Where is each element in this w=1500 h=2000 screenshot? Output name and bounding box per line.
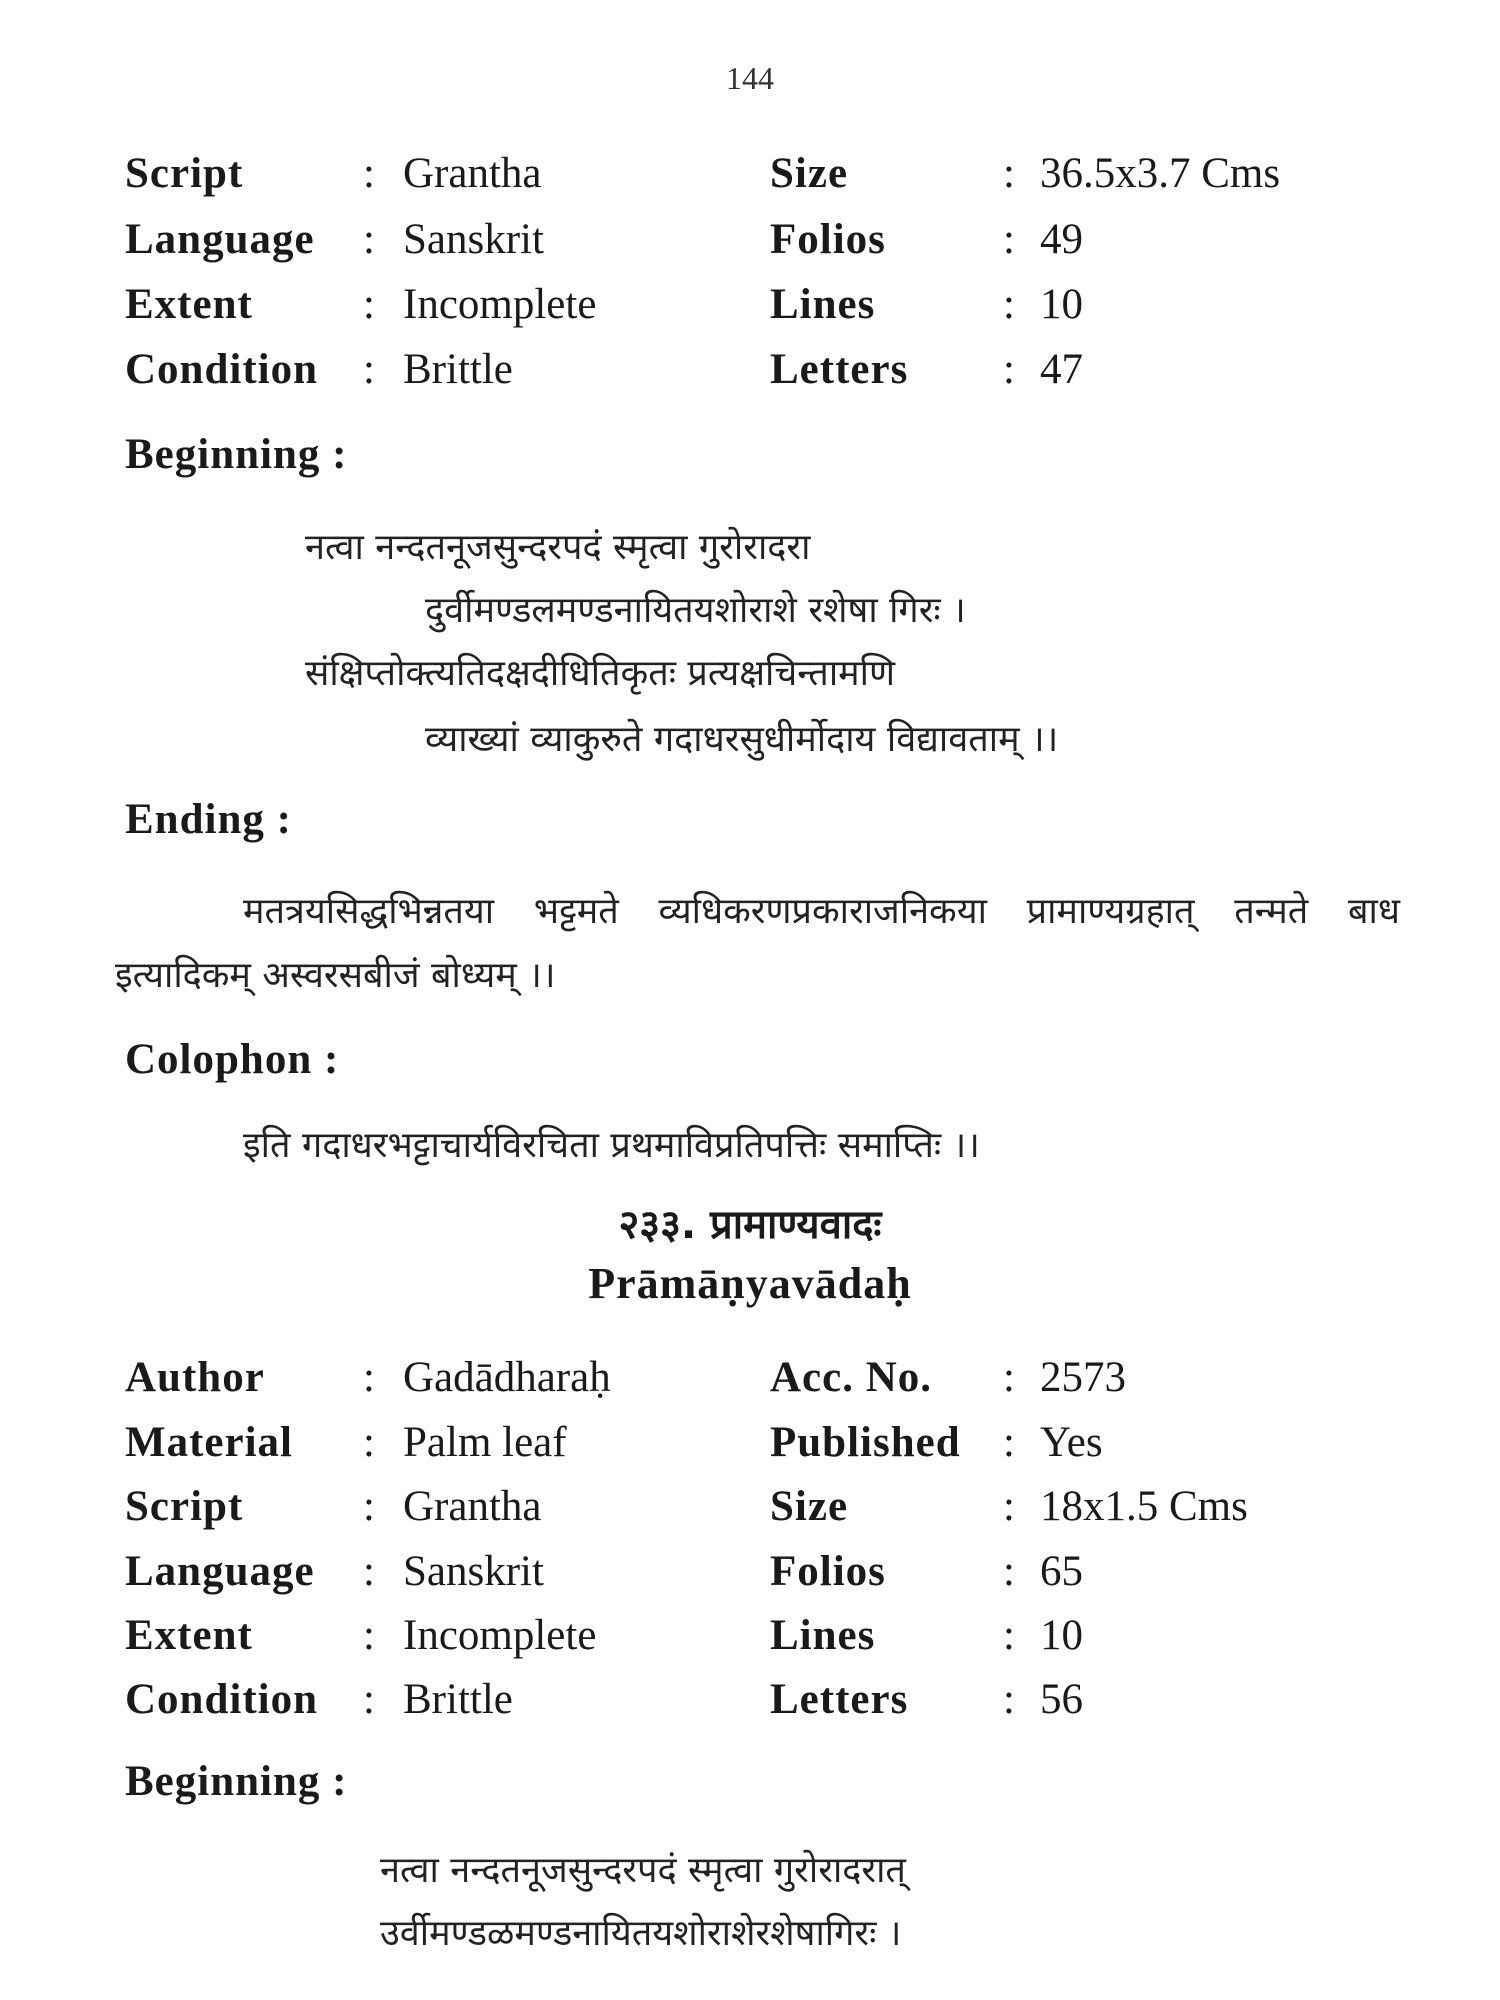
detail-value: Grantha — [403, 1483, 542, 1530]
detail-value: 65 — [1040, 1548, 1083, 1595]
colon: : — [363, 150, 375, 197]
colon: : — [363, 1676, 375, 1723]
detail-value: Yes — [1040, 1419, 1103, 1466]
colon: : — [1003, 281, 1015, 328]
beginning-heading: Beginning : — [125, 431, 348, 478]
detail-value: Brittle — [403, 1676, 513, 1723]
entry-title-devanagari: २३३. प्रामाण्यवादः — [618, 1202, 882, 1248]
detail-label: Published — [770, 1419, 961, 1466]
detail-label: Script — [125, 1483, 244, 1530]
detail-label: Material — [125, 1419, 293, 1466]
colophon-text: इति गदाधरभट्टाचार्यविरचिता प्रथमाविप्रतिपत्तिः समाप्तिः ।। — [243, 1125, 980, 1166]
detail-value: 10 — [1040, 281, 1083, 328]
detail-value: 47 — [1040, 346, 1083, 393]
detail-label: Extent — [125, 1612, 253, 1659]
detail-value: 36.5x3.7 Cms — [1040, 150, 1281, 197]
colon: : — [363, 346, 375, 393]
detail-label: Acc. No. — [770, 1354, 933, 1401]
colon: : — [363, 1548, 375, 1595]
colon: : — [1003, 1354, 1015, 1401]
colon: : — [363, 1354, 375, 1401]
ending-heading: Ending : — [125, 796, 292, 843]
detail-value: Palm leaf — [403, 1419, 567, 1466]
detail-value: Sanskrit — [403, 1548, 544, 1595]
detail-label: Script — [125, 150, 244, 197]
detail-label: Letters — [770, 346, 909, 393]
beginning-heading: Beginning : — [125, 1758, 348, 1805]
detail-label: Author — [125, 1354, 265, 1401]
beginning-verse-line: व्याख्यां व्याकुरुते गदाधरसुधीर्मोदाय विद्यावताम् ।। — [425, 719, 1059, 760]
colon: : — [363, 281, 375, 328]
detail-value: 2573 — [1040, 1354, 1126, 1401]
detail-label: Language — [125, 216, 315, 263]
page-number: 144 — [726, 60, 774, 96]
detail-label: Letters — [770, 1676, 909, 1723]
beginning-verse-line: नत्वा नन्दतनूजसुन्दरपदं स्मृत्वा गुरोरादरा — [305, 527, 811, 568]
colon: : — [363, 216, 375, 263]
detail-label: Condition — [125, 1676, 319, 1723]
colon: : — [1003, 1419, 1015, 1466]
detail-value: Incomplete — [403, 281, 597, 328]
detail-label: Folios — [770, 1548, 886, 1595]
detail-label: Lines — [770, 281, 876, 328]
colon: : — [1003, 216, 1015, 263]
beginning-verse-line: नत्वा नन्दतनूजसुन्दरपदं स्मृत्वा गुरोरादरात् — [380, 1850, 906, 1891]
detail-value: Grantha — [403, 150, 542, 197]
detail-value: 56 — [1040, 1676, 1083, 1723]
colophon-heading: Colophon : — [125, 1036, 340, 1083]
detail-value: Gadādharaḥ — [403, 1354, 611, 1401]
colon: : — [1003, 1483, 1015, 1530]
detail-label: Condition — [125, 346, 319, 393]
detail-label: Folios — [770, 216, 886, 263]
colon: : — [1003, 1676, 1015, 1723]
detail-label: Lines — [770, 1612, 876, 1659]
ending-text: मतत्रयसिद्धभिन्नतया भट्टमते व्यधिकरणप्रकाराजनिकया प्रामाण्यग्रहात् तन्मते बाध इत्यादिकम् अस्वरसबीजं बोध्यम् ।। — [115, 891, 1400, 996]
colon: : — [1003, 1612, 1015, 1659]
beginning-verse-line: उर्वीमण्डळमण्डनायितयशोराशेरशेषागिरः । — [380, 1913, 902, 1954]
detail-value: 10 — [1040, 1612, 1083, 1659]
detail-label: Size — [770, 1483, 849, 1530]
detail-label: Size — [770, 150, 849, 197]
detail-value: 18x1.5 Cms — [1040, 1483, 1248, 1530]
colon: : — [1003, 1548, 1015, 1595]
colon: : — [363, 1612, 375, 1659]
detail-label: Language — [125, 1548, 315, 1595]
beginning-verse-line: संक्षिप्तोक्त्यतिदक्षदीधितिकृतः प्रत्यक्षचिन्तामणि — [305, 653, 896, 694]
entry-title-roman: Prāmāṇyavādaḥ — [588, 1259, 912, 1308]
colon: : — [1003, 346, 1015, 393]
detail-value: Sanskrit — [403, 216, 544, 263]
detail-value: Incomplete — [403, 1612, 597, 1659]
detail-value: Brittle — [403, 346, 513, 393]
colon: : — [1003, 150, 1015, 197]
colon: : — [363, 1483, 375, 1530]
colon: : — [363, 1419, 375, 1466]
detail-label: Extent — [125, 281, 253, 328]
detail-value: 49 — [1040, 216, 1083, 263]
beginning-verse-line: दुर्वीमण्डलमण्डनायितयशोराशे रशेषा गिरः । — [425, 590, 966, 631]
